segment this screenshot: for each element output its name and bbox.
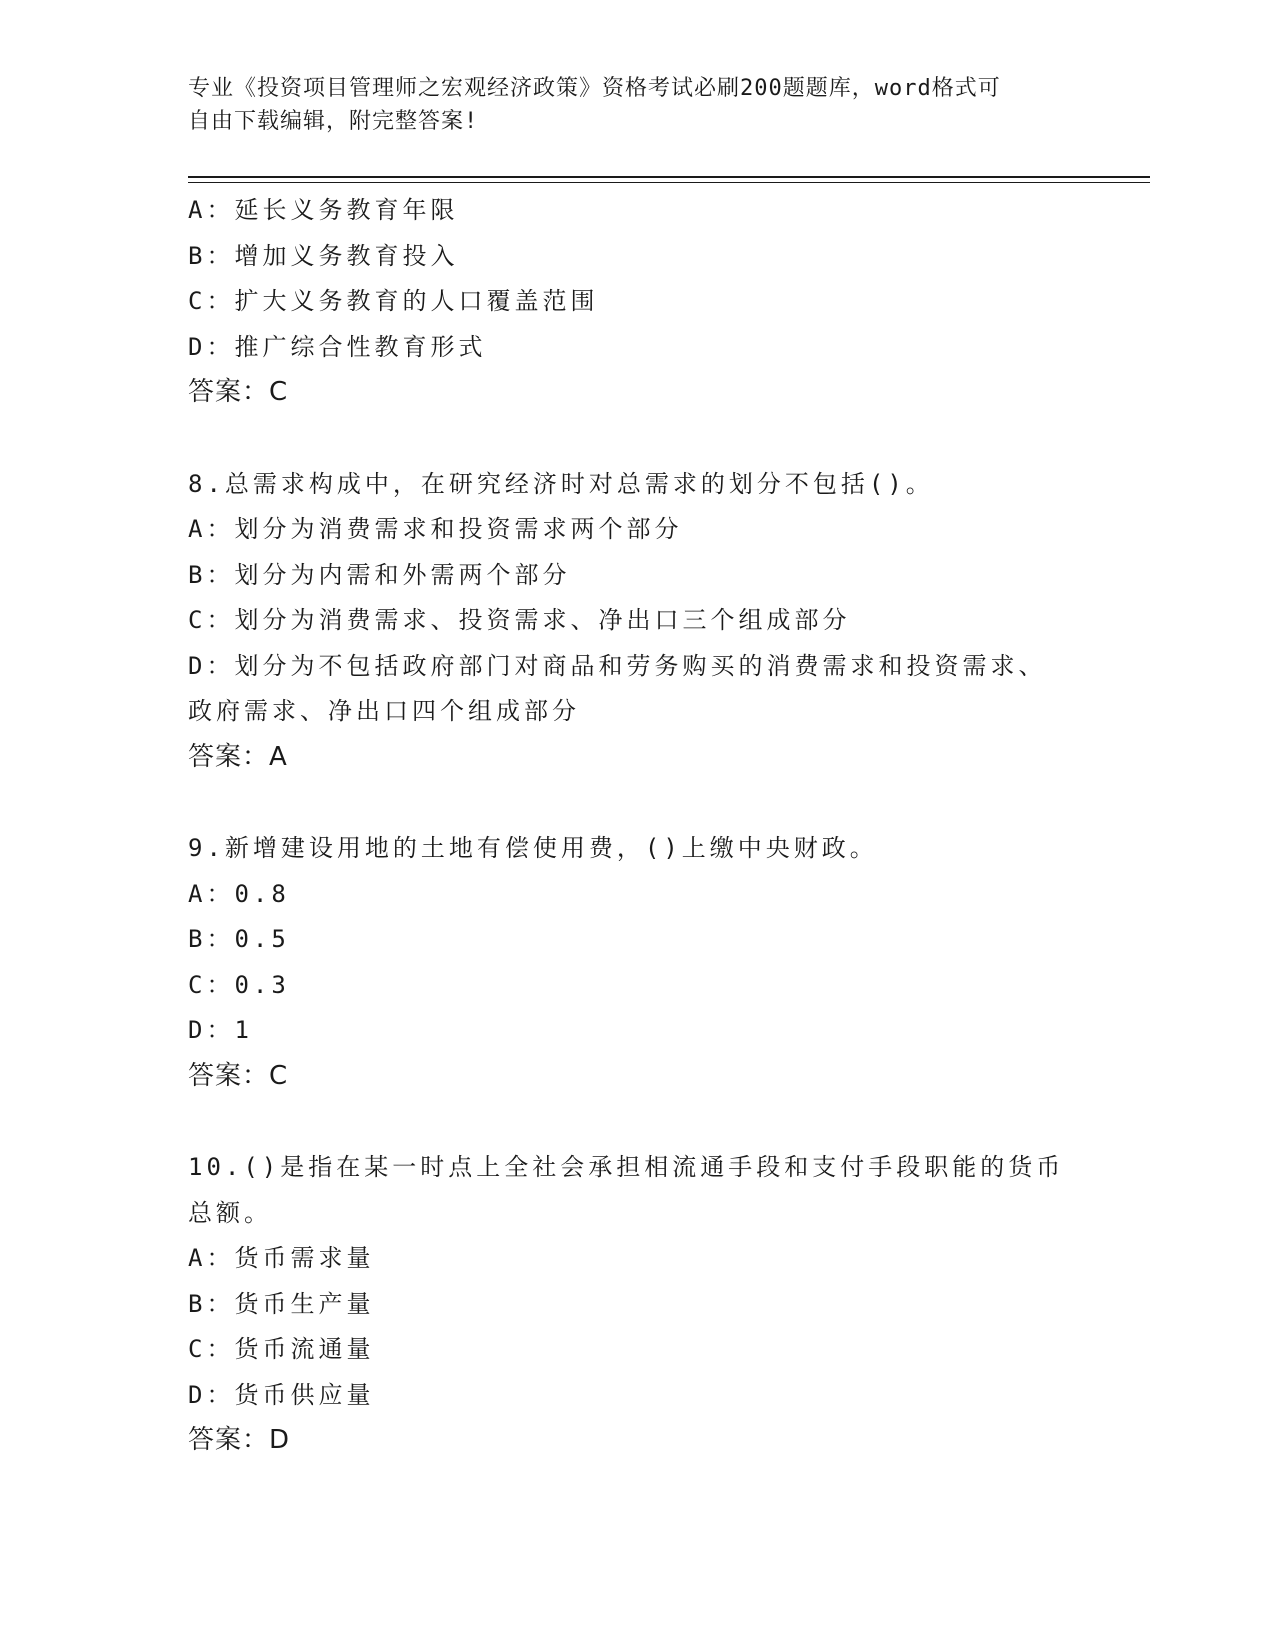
option-a: A：延长义务教育年限 [188,196,459,224]
option-d: D：货币供应量 [188,1380,375,1409]
option-a: A：货币需求量 [188,1244,375,1272]
option-a: A：0.8 [188,879,290,908]
option-b: B：划分为内需和外需两个部分 [188,560,571,589]
option-c: C：划分为消费需求、投资需求、净出口三个组成部分 [188,606,851,634]
option-d-line-1: D：划分为不包括政府部门对商品和劳务购买的消费需求和投资需求、 [188,651,1047,680]
option-c: C：扩大义务教育的人口覆盖范围 [188,287,599,315]
header-divider-thick [188,176,1150,178]
question-7-tail [188,188,1088,416]
option-c: C：0.3 [188,970,290,999]
answer-line: 答案：D [188,1425,291,1455]
spacer [188,780,1088,826]
question-10 [188,1145,1088,1464]
option-d: D：推广综合性教育形式 [188,332,487,361]
option-d-line-2: 政府需求、净出口四个组成部分 [188,697,580,725]
spacer [188,416,1088,462]
option-d: D：1 [188,1016,253,1044]
option-b: B：货币生产量 [188,1289,375,1318]
answer-line: 答案：A [188,741,288,772]
option-b: B：增加义务教育投入 [188,241,459,270]
option-b: B：0.5 [188,925,290,953]
header-line-1: 专业《投资项目管理师之宏观经济政策》资格考试必刷200题题库，word格式可 [188,76,1001,101]
option-c: C：货币流通量 [188,1335,375,1363]
spacer [188,1099,1088,1145]
header-divider-thin [188,182,1150,183]
question-text: 9.新增建设用地的土地有偿使用费，()上缴中央财政。 [188,834,878,862]
question-8 [188,462,1088,781]
document-header [188,72,1088,138]
header-line-2: 自由下载编辑，附完整答案! [188,109,479,134]
question-text-line-1: 10.()是指在某一时点上全社会承担相流通手段和支付手段职能的货币 [188,1153,1065,1181]
answer-line: 答案：C [188,377,289,407]
question-list [188,188,1088,1464]
answer-line: 答案：C [188,1060,289,1091]
question-9 [188,826,1088,1099]
question-text-line-2: 总额。 [188,1198,272,1227]
question-text: 8.总需求构成中，在研究经济时对总需求的划分不包括()。 [188,469,934,498]
option-a: A：划分为消费需求和投资需求两个部分 [188,515,683,543]
